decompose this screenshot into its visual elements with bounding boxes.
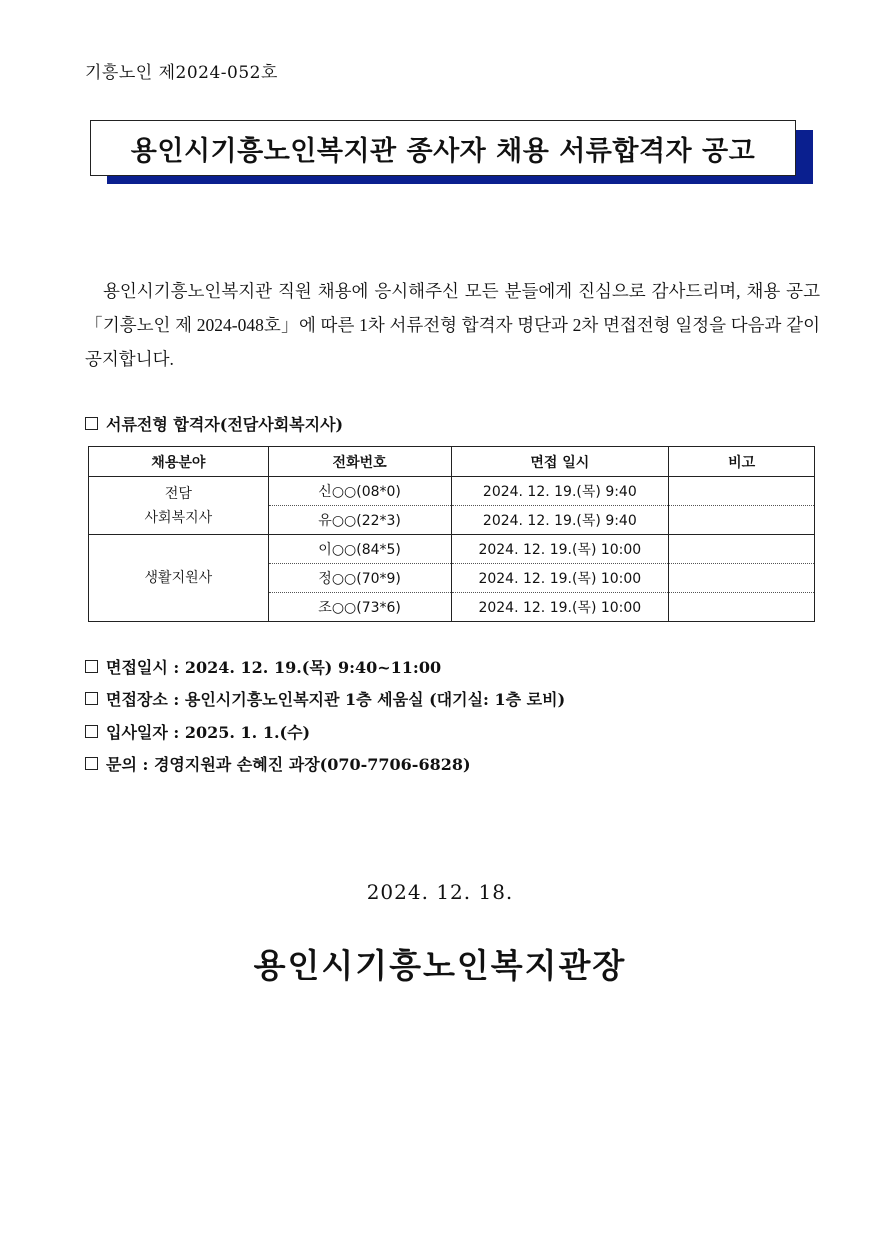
- category-label: 생활지원사: [144, 570, 213, 586]
- note-cell: [669, 506, 815, 535]
- checkbox-icon: [85, 692, 98, 705]
- info-text: 면접일시 : 2024. 12. 19.(목) 9:40~11:00: [106, 657, 442, 677]
- header-note: 비고: [669, 447, 815, 477]
- phone-cell: 유○○(22*3): [268, 506, 451, 535]
- page-title: 용인시기흥노인복지관 종사자 채용 서류합격자 공고: [90, 120, 796, 176]
- document-number: 기흥노인 제2024-052호: [85, 63, 278, 83]
- datetime-cell: 2024. 12. 19.(목) 10:00: [451, 564, 669, 593]
- datetime-cell: 2024. 12. 19.(목) 10:00: [451, 535, 669, 564]
- category-cell: [89, 535, 269, 622]
- datetime-cell: 2024. 12. 19.(목) 9:40: [451, 477, 669, 506]
- category-label: 전담: [164, 485, 192, 502]
- note-cell: [669, 593, 815, 622]
- issue-date: 2024. 12. 18.: [366, 880, 514, 904]
- datetime-cell: 2024. 12. 19.(목) 10:00: [451, 593, 669, 622]
- header-category: 채용분야: [89, 447, 269, 477]
- checkbox-icon: [85, 660, 98, 673]
- info-start-date: [85, 715, 565, 748]
- info-interview-datetime: [85, 650, 565, 683]
- intro-paragraph: 용인시기흥노인복지관 직원 채용에 응시해주신 모든 분들에게 진심으로 감사드리며, 채용 공고 「기흥노인 제 2024-048호」에 따른 1차 서류전형 합격자 명단과 2차 면접전형 일정을 다음과 같이 공지합니다.: [85, 280, 820, 369]
- info-contact: [85, 748, 565, 781]
- candidate-table: [88, 446, 815, 622]
- info-list: [85, 650, 565, 780]
- category-label: 사회복지사: [144, 509, 213, 526]
- checkbox-icon: [85, 757, 98, 770]
- issuer-name: 용인시기흥노인복지관장: [253, 946, 627, 985]
- note-cell: [669, 564, 815, 593]
- section-title: [85, 412, 343, 435]
- info-interview-location: [85, 683, 565, 716]
- info-text: 면접장소 : 용인시기흥노인복지관 1층 세움실 (대기실: 1층 로비): [106, 690, 566, 710]
- info-text: 입사일자 : 2025. 1. 1.(수): [106, 722, 311, 742]
- header-phone: 전화번호: [268, 447, 451, 477]
- table-row: [89, 477, 815, 506]
- info-text: 문의 : 경영지원과 손혜진 과장(070-7706-6828): [106, 755, 471, 775]
- phone-cell: 정○○(70*9): [268, 564, 451, 593]
- phone-cell: 신○○(08*0): [268, 477, 451, 506]
- note-cell: [669, 477, 815, 506]
- section-title-label: 서류전형 합격자(전담사회복지사): [106, 415, 344, 434]
- datetime-cell: 2024. 12. 19.(목) 9:40: [451, 506, 669, 535]
- table-header-row: [89, 447, 815, 477]
- table-row: [89, 535, 815, 564]
- header-datetime: 면접 일시: [451, 447, 669, 477]
- checkbox-icon: [85, 417, 98, 430]
- note-cell: [669, 535, 815, 564]
- phone-cell: 조○○(73*6): [268, 593, 451, 622]
- phone-cell: 이○○(84*5): [268, 535, 451, 564]
- checkbox-icon: [85, 725, 98, 738]
- category-cell: [89, 477, 269, 535]
